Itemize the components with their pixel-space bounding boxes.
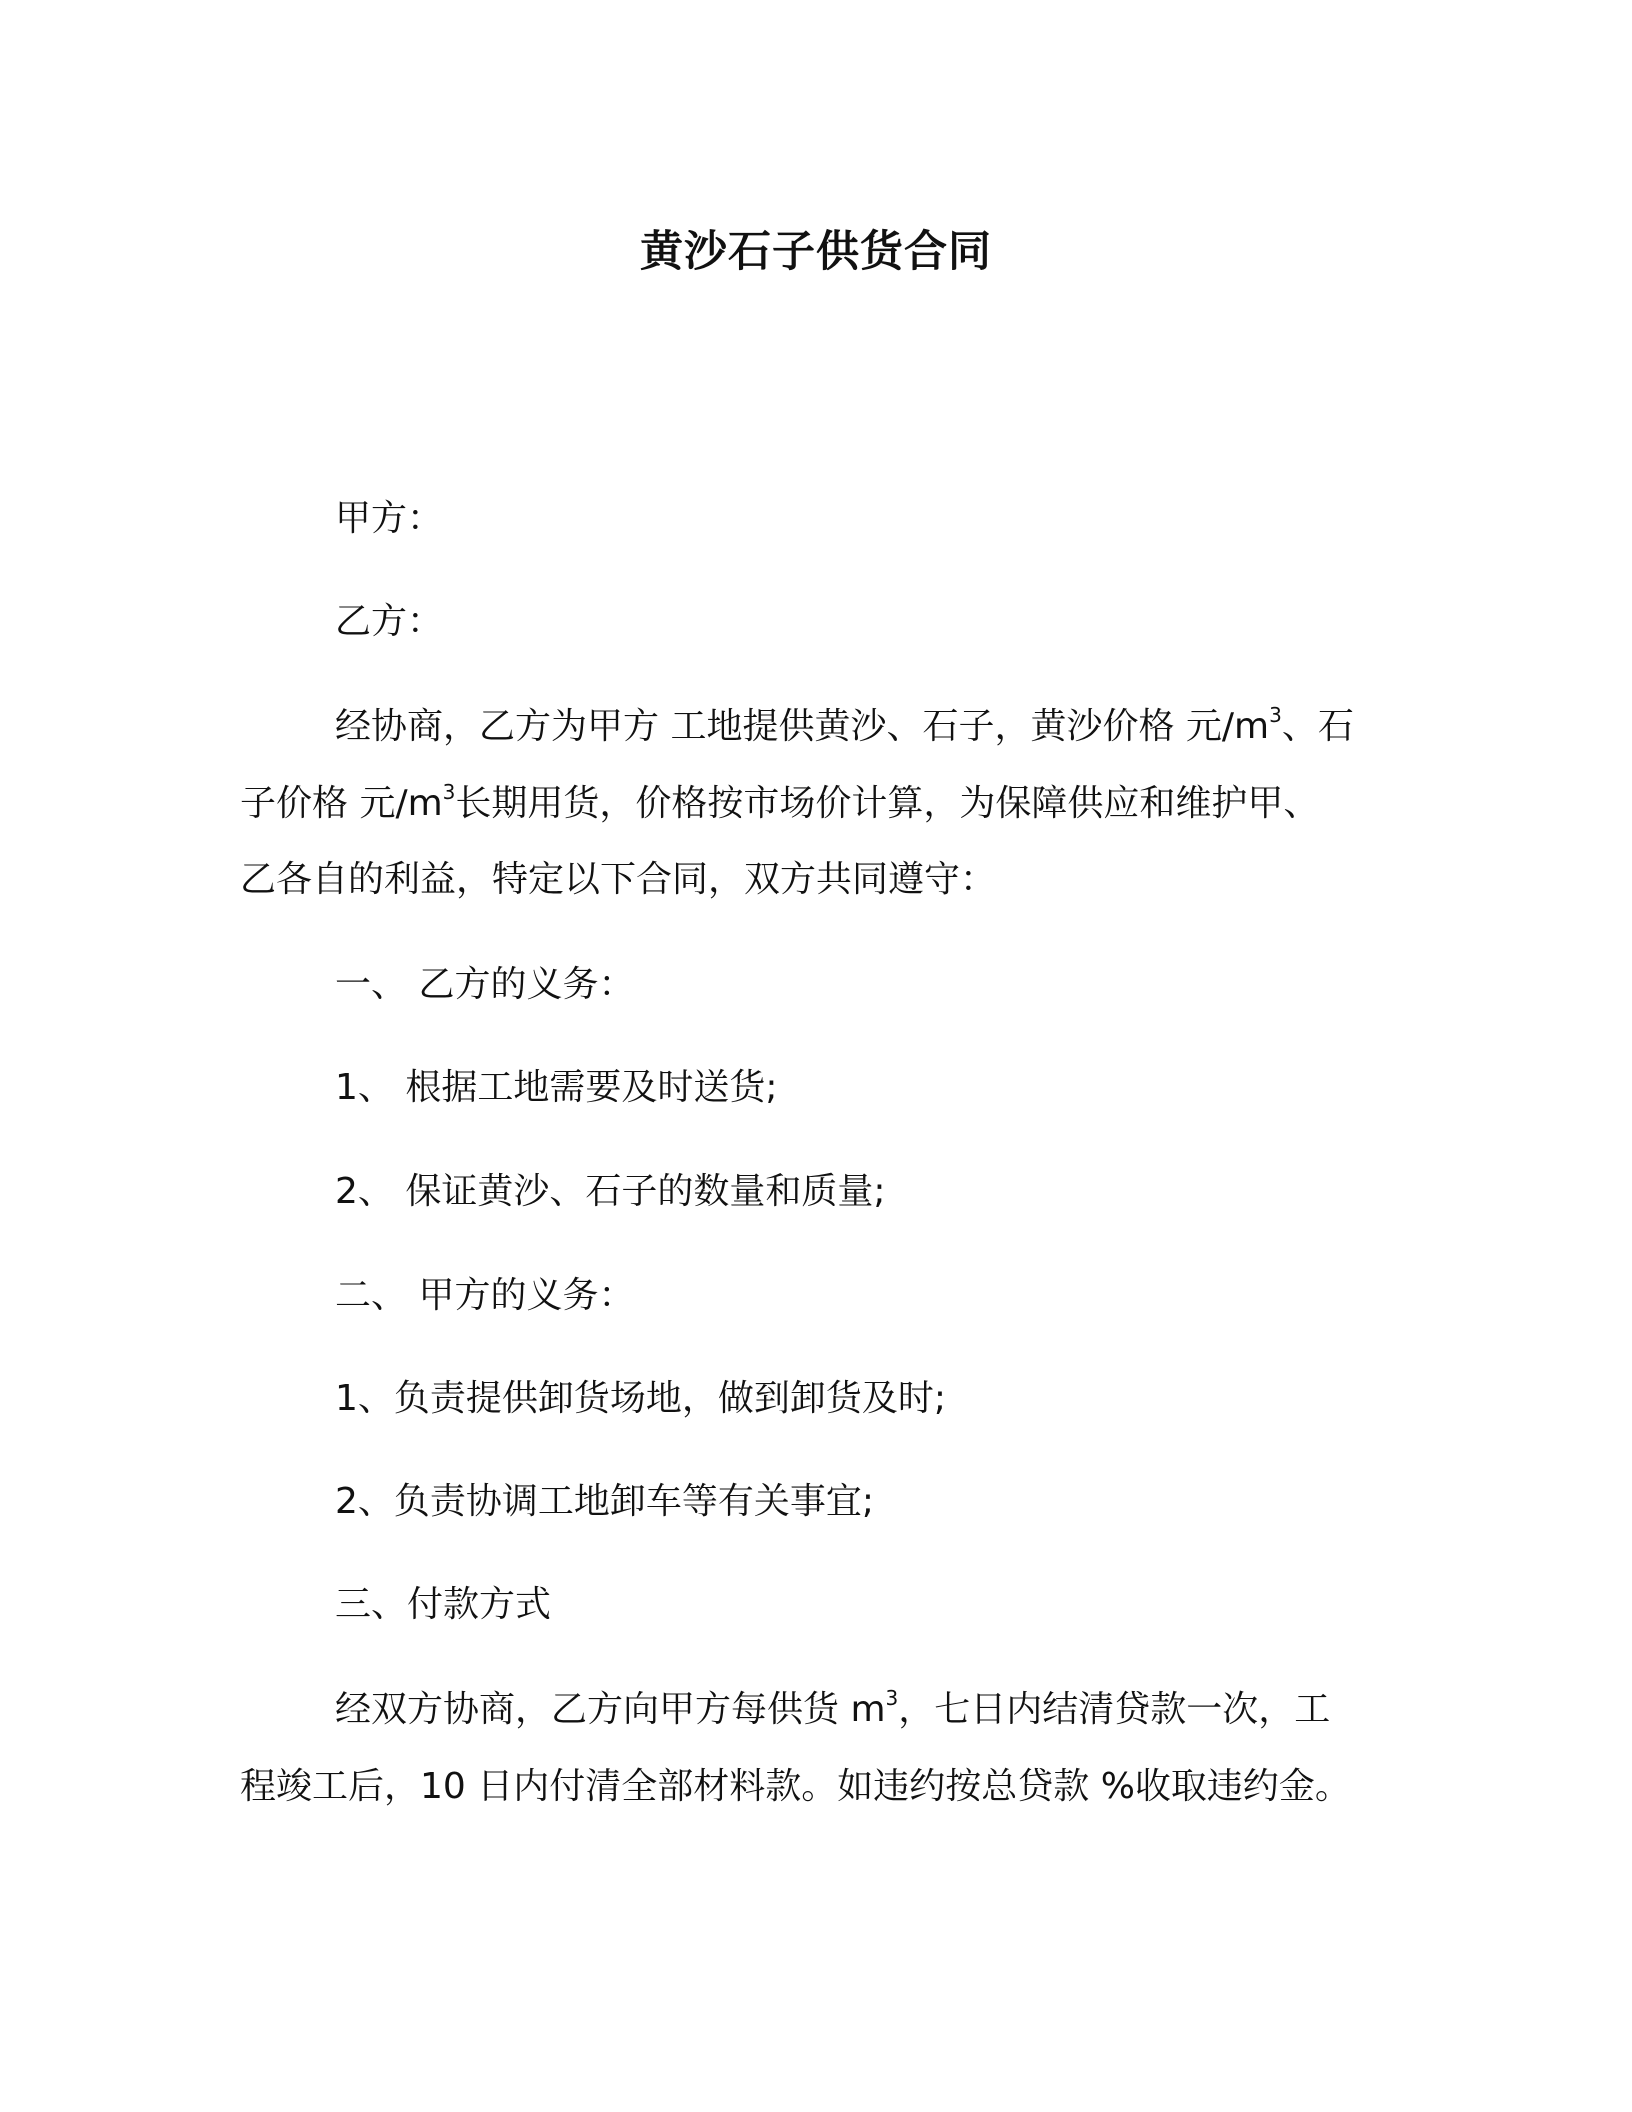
section-1-heading: 一、 乙方的义务： — [335, 964, 635, 1005]
document-title: 黄沙石子供货合同 — [640, 227, 992, 277]
section-1-item-1: 1、 根据工地需要及时送货; — [335, 1067, 778, 1108]
payment-line-2: 程竣工后，10 日内付清全部材料款。如违约按总贷款 %收取违约金。 — [240, 1766, 1351, 1807]
intro-line-2-tail: 长期用货，价格按市场价计算，为保障供应和维护甲、 — [455, 783, 1320, 824]
section-1-item-2: 2、 保证黄沙、石子的数量和质量; — [335, 1171, 886, 1212]
intro-line-1-tail: 、石 — [1281, 706, 1354, 747]
cubic-superscript: 3 — [1269, 703, 1282, 727]
cubic-superscript: 3 — [442, 780, 456, 804]
payment-line-1-text: 经双方协商，乙方向甲方每供货 m — [335, 1689, 886, 1730]
intro-line-1 — [335, 702, 1354, 752]
section-2-heading: 二、 甲方的义务： — [335, 1275, 635, 1316]
intro-line-2 — [240, 779, 1319, 829]
intro-line-1-text: 经协商，乙方为甲方 工地提供黄沙、石子，黄沙价格 元/m — [335, 706, 1270, 747]
cubic-superscript: 3 — [885, 1686, 899, 1710]
payment-line-1 — [335, 1685, 1330, 1735]
section-3-heading: 三、付款方式 — [335, 1584, 552, 1625]
section-2-item-1: 1、负责提供卸货场地，做到卸货及时; — [335, 1378, 947, 1419]
party-a-label: 甲方： — [335, 498, 444, 539]
intro-line-3: 乙各自的利益，特定以下合同，双方共同遵守： — [240, 859, 997, 900]
party-b-label: 乙方： — [335, 601, 444, 642]
section-2-item-2: 2、负责协调工地卸车等有关事宜; — [335, 1481, 875, 1522]
intro-line-2-text: 子价格 元/m — [240, 783, 443, 824]
payment-line-1-tail: ，七日内结清贷款一次，工 — [898, 1689, 1331, 1730]
